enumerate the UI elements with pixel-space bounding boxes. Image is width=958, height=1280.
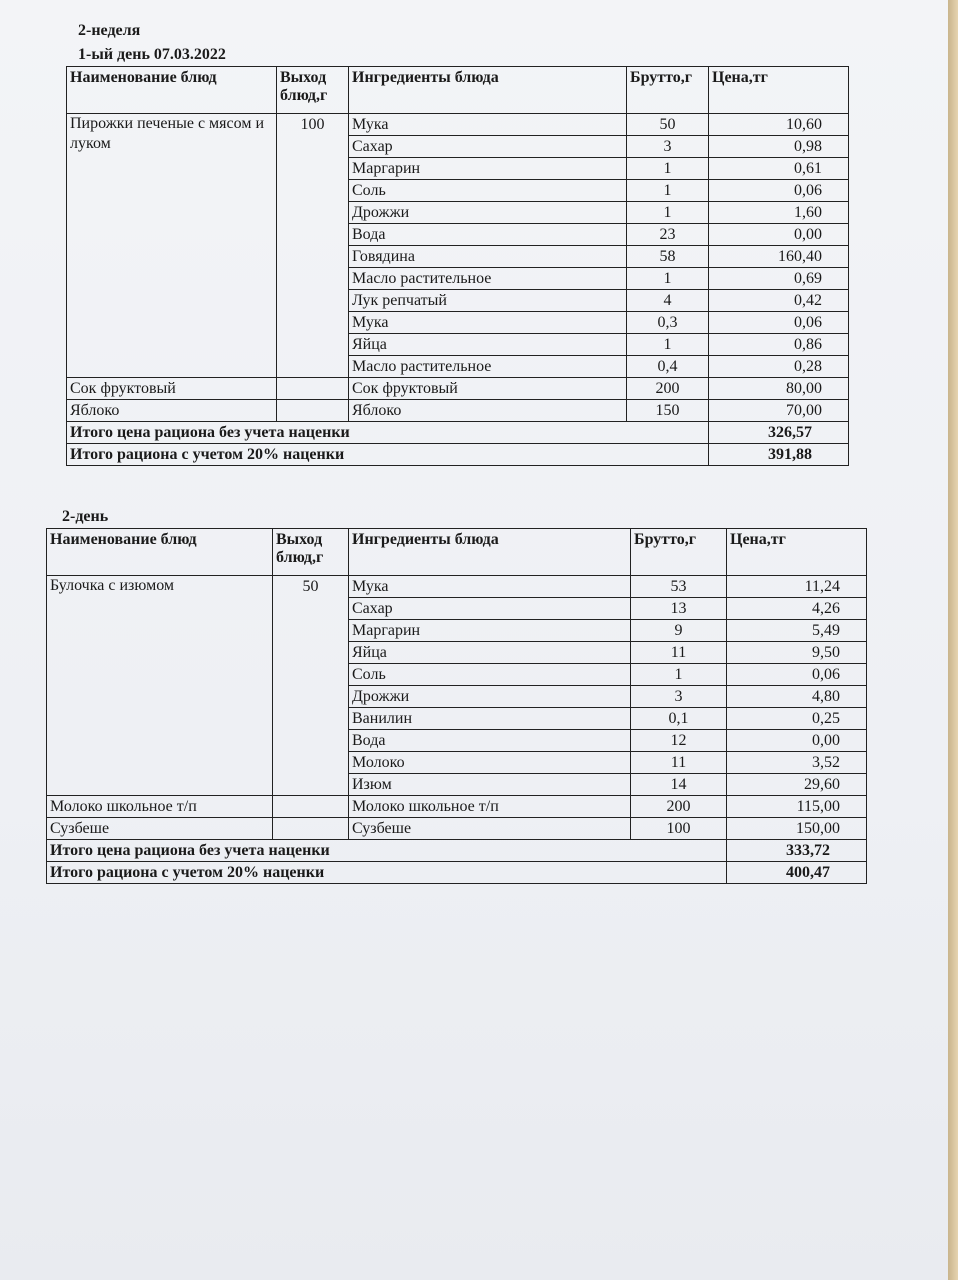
gross-cell: 1 xyxy=(631,664,727,686)
price-cell: 115,00 xyxy=(727,796,867,818)
ingredient-cell: Изюм xyxy=(349,774,631,796)
dish-yield: 100 xyxy=(277,114,349,378)
total-markup-label: Итого рациона с учетом 20% наценки xyxy=(67,444,709,466)
gross-cell: 1 xyxy=(627,180,709,202)
day2-menu-table xyxy=(46,528,867,884)
gross-cell: 53 xyxy=(631,576,727,598)
ingredient-cell: Дрожжи xyxy=(349,686,631,708)
gross-cell: 0,1 xyxy=(631,708,727,730)
price-cell: 0,25 xyxy=(727,708,867,730)
price-cell: 150,00 xyxy=(727,818,867,840)
gross-cell: 11 xyxy=(631,752,727,774)
ingredient-cell: Ванилин xyxy=(349,708,631,730)
table-header-row xyxy=(67,67,849,114)
day2-title: 2-день xyxy=(62,508,109,525)
gross-cell: 11 xyxy=(631,642,727,664)
header-dish: Наименование блюд xyxy=(47,529,273,576)
ingredient-cell: Сузбеше xyxy=(349,818,631,840)
gross-cell: 58 xyxy=(627,246,709,268)
price-cell: 3,52 xyxy=(727,752,867,774)
total-no-markup-value: 326,57 xyxy=(709,422,849,444)
dish-yield xyxy=(277,400,349,422)
price-cell: 80,00 xyxy=(709,378,849,400)
header-yield: Выход блюд,г xyxy=(273,529,349,576)
ingredient-cell: Соль xyxy=(349,180,627,202)
gross-cell: 3 xyxy=(631,686,727,708)
price-cell: 29,60 xyxy=(727,774,867,796)
total-no-markup-label: Итого цена рациона без учета наценки xyxy=(67,422,709,444)
ingredient-cell: Мука xyxy=(349,114,627,136)
table-header-row xyxy=(47,529,867,576)
gross-cell: 50 xyxy=(627,114,709,136)
table-row xyxy=(47,576,867,598)
ingredient-cell: Лук репчатый xyxy=(349,290,627,312)
ingredient-cell: Сок фруктовый xyxy=(349,378,627,400)
ingredient-cell: Сахар xyxy=(349,598,631,620)
gross-cell: 9 xyxy=(631,620,727,642)
dish-name: Булочка с изюмом xyxy=(47,576,273,796)
dish-name: Яблоко xyxy=(67,400,277,422)
ingredient-cell: Яблоко xyxy=(349,400,627,422)
price-cell: 5,49 xyxy=(727,620,867,642)
total-no-markup-value: 333,72 xyxy=(727,840,867,862)
ingredient-cell: Яйца xyxy=(349,642,631,664)
day1-title: 1-ый день 07.03.2022 xyxy=(78,46,226,63)
price-cell: 0,98 xyxy=(709,136,849,158)
price-cell: 0,86 xyxy=(709,334,849,356)
ingredient-cell: Мука xyxy=(349,312,627,334)
price-cell: 10,60 xyxy=(709,114,849,136)
header-gross: Брутто,г xyxy=(631,529,727,576)
header-ingredients: Ингредиенты блюда xyxy=(349,529,631,576)
ingredient-cell: Яйца xyxy=(349,334,627,356)
price-cell: 0,42 xyxy=(709,290,849,312)
table-row xyxy=(67,400,849,422)
dish-yield xyxy=(273,796,349,818)
table-surface-edge xyxy=(948,0,958,1280)
week-title: 2-неделя xyxy=(78,22,141,39)
dish-yield: 50 xyxy=(273,576,349,796)
gross-cell: 23 xyxy=(627,224,709,246)
header-dish: Наименование блюд xyxy=(67,67,277,114)
price-cell: 0,06 xyxy=(727,664,867,686)
gross-cell: 1 xyxy=(627,158,709,180)
ingredient-cell: Масло растительное xyxy=(349,268,627,290)
gross-cell: 14 xyxy=(631,774,727,796)
dish-name: Пирожки печеные с мясом и луком xyxy=(67,114,277,378)
ingredient-cell: Вода xyxy=(349,730,631,752)
total-row xyxy=(47,840,867,862)
ingredient-cell: Вода xyxy=(349,224,627,246)
total-row xyxy=(47,862,867,884)
dish-name: Сузбеше xyxy=(47,818,273,840)
ingredient-cell: Говядина xyxy=(349,246,627,268)
gross-cell: 150 xyxy=(627,400,709,422)
price-cell: 9,50 xyxy=(727,642,867,664)
price-cell: 0,06 xyxy=(709,180,849,202)
price-cell: 11,24 xyxy=(727,576,867,598)
price-cell: 4,26 xyxy=(727,598,867,620)
ingredient-cell: Масло растительное xyxy=(349,356,627,378)
gross-cell: 100 xyxy=(631,818,727,840)
table-row xyxy=(47,796,867,818)
price-cell: 0,69 xyxy=(709,268,849,290)
dish-name: Сок фруктовый xyxy=(67,378,277,400)
gross-cell: 0,3 xyxy=(627,312,709,334)
gross-cell: 4 xyxy=(627,290,709,312)
header-gross: Брутто,г xyxy=(627,67,709,114)
gross-cell: 1 xyxy=(627,268,709,290)
day1-menu-table xyxy=(66,66,849,466)
total-row xyxy=(67,444,849,466)
gross-cell: 12 xyxy=(631,730,727,752)
price-cell: 70,00 xyxy=(709,400,849,422)
gross-cell: 1 xyxy=(627,202,709,224)
table-row xyxy=(67,114,849,136)
ingredient-cell: Дрожжи xyxy=(349,202,627,224)
price-cell: 0,00 xyxy=(727,730,867,752)
total-markup-value: 400,47 xyxy=(727,862,867,884)
ingredient-cell: Молоко xyxy=(349,752,631,774)
price-cell: 0,61 xyxy=(709,158,849,180)
header-ingredients: Ингредиенты блюда xyxy=(349,67,627,114)
table-row xyxy=(47,818,867,840)
header-yield: Выход блюд,г xyxy=(277,67,349,114)
price-cell: 160,40 xyxy=(709,246,849,268)
header-price: Цена,тг xyxy=(709,67,849,114)
ingredient-cell: Маргарин xyxy=(349,158,627,180)
ingredient-cell: Мука xyxy=(349,576,631,598)
header-price: Цена,тг xyxy=(727,529,867,576)
price-cell: 1,60 xyxy=(709,202,849,224)
gross-cell: 13 xyxy=(631,598,727,620)
price-cell: 0,00 xyxy=(709,224,849,246)
price-cell: 0,28 xyxy=(709,356,849,378)
price-cell: 4,80 xyxy=(727,686,867,708)
total-no-markup-label: Итого цена рациона без учета наценки xyxy=(47,840,727,862)
dish-name: Молоко школьное т/п xyxy=(47,796,273,818)
total-markup-value: 391,88 xyxy=(709,444,849,466)
table-row xyxy=(67,378,849,400)
gross-cell: 200 xyxy=(631,796,727,818)
gross-cell: 1 xyxy=(627,334,709,356)
total-markup-label: Итого рациона с учетом 20% наценки xyxy=(47,862,727,884)
ingredient-cell: Молоко школьное т/п xyxy=(349,796,631,818)
ingredient-cell: Сахар xyxy=(349,136,627,158)
ingredient-cell: Маргарин xyxy=(349,620,631,642)
dish-yield xyxy=(273,818,349,840)
ingredient-cell: Соль xyxy=(349,664,631,686)
price-cell: 0,06 xyxy=(709,312,849,334)
gross-cell: 3 xyxy=(627,136,709,158)
gross-cell: 200 xyxy=(627,378,709,400)
gross-cell: 0,4 xyxy=(627,356,709,378)
dish-yield xyxy=(277,378,349,400)
total-row xyxy=(67,422,849,444)
